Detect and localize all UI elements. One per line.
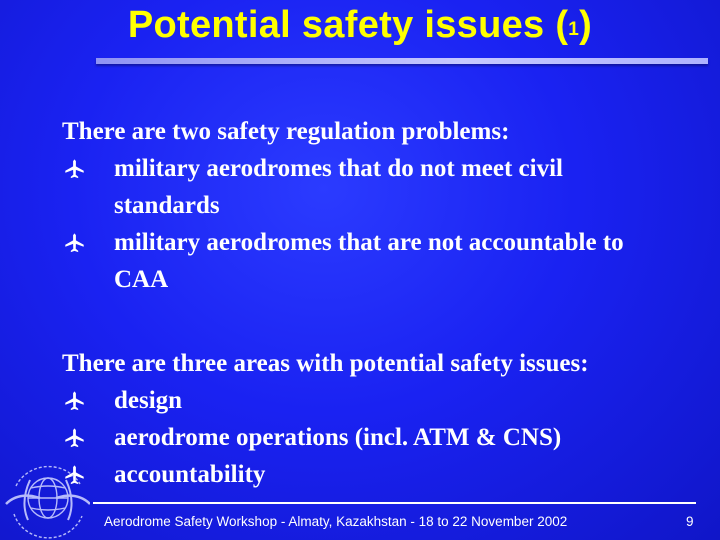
section-1-item-2 [62,224,624,298]
slide-title-text: Potential safety issues ( [127,4,569,46]
airplane-icon [62,382,86,419]
footer-text: Aerodrome Safety Workshop - Almaty, Kazakhstan - 18 to 22 November 2002 [104,514,568,529]
airplane-icon [62,419,86,456]
item-line: accountability [114,461,266,488]
section-2-item-3 [62,456,624,493]
section-1-item-1 [62,150,624,224]
icao-emblem-icon [2,458,90,540]
item-line: aerodrome operations (incl. ATM & CNS) [114,424,562,451]
slide-body [62,113,624,493]
section-2-lead: There are three areas with potential safety issues: [62,350,589,377]
airplane-icon [62,224,86,261]
item-line: design [114,387,183,414]
item-line: military aerodromes that are not accountable to [114,229,624,256]
title-rule [96,58,708,64]
footer-rule [93,502,696,504]
item-line: CAA [114,266,169,293]
section-1-lead: There are two safety regulation problems: [62,118,510,145]
slide-title-number: 1 [568,19,580,40]
slide-title-close: ) [579,4,593,46]
airplane-icon [62,150,86,187]
section-2-item-2 [62,419,624,456]
item-line: standards [114,192,220,219]
section-2-item-1 [62,382,624,419]
item-line: military aerodromes that do not meet civil [114,155,563,182]
slide-title [0,4,720,47]
section-gap [62,298,624,345]
page-number: 9 [686,514,694,529]
